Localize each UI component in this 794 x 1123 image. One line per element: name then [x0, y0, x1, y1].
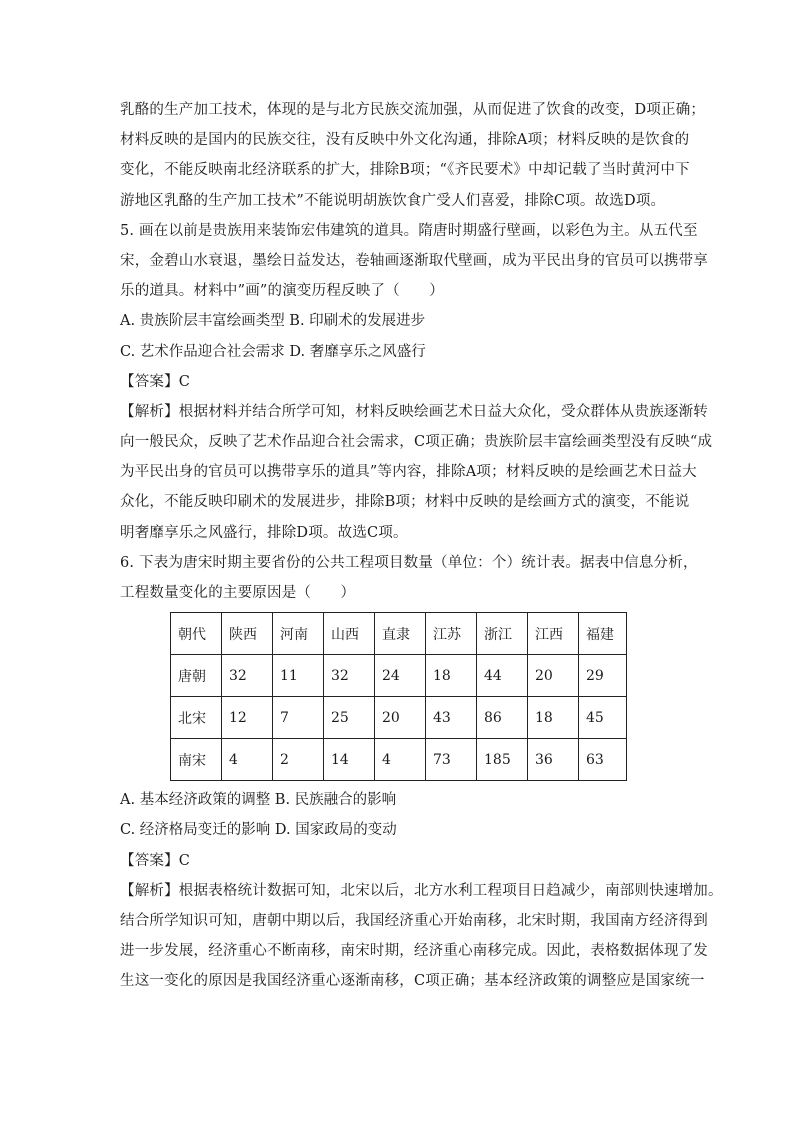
table-cell: 14 [324, 739, 375, 781]
prev-explanation [120, 95, 706, 216]
table-cell: 2 [273, 739, 324, 781]
explanation-line: 向一般民众，反映了艺术作品迎合社会需求，C项正确；贵族阶层丰富绘画类型没有反映“成 [120, 434, 713, 451]
table-row [171, 739, 627, 781]
statistics-table [170, 612, 627, 781]
explanation-line: 为平民出身的官员可以携带享乐的道具”等内容，排除A项；材料反映的是绘画艺术日益大 [120, 464, 697, 481]
table-cell: 24 [375, 655, 426, 697]
table-cell: 36 [528, 739, 579, 781]
table-row [171, 697, 627, 739]
table-cell: 12 [222, 697, 273, 739]
option-line: C. 经济格局变迁的影响 D. 国家政局的变动 [120, 822, 397, 839]
table-header-cell: 江苏 [426, 613, 477, 655]
table-cell: 18 [528, 697, 579, 739]
table-header-cell: 浙江 [477, 613, 528, 655]
table-cell: 32 [222, 655, 273, 697]
explanation-line: 众化，不能反映印刷术的发展进步，排除B项；材料中反映的是绘画方式的演变，不能说 [120, 494, 690, 511]
table-cell: 185 [477, 739, 528, 781]
table-header-cell: 福建 [579, 613, 627, 655]
table-cell: 29 [579, 655, 627, 697]
explanation-line: 【解析】根据材料并结合所学可知，材料反映绘画艺术日益大众化，受众群体从贵族逐渐转 [120, 403, 708, 420]
question-6 [120, 548, 723, 997]
option-line: A. 贵族阶层丰富绘画类型 B. 印刷术的发展进步 [120, 313, 426, 330]
text-line: 变化，不能反映南北经济联系的扩大，排除B项；“《齐民要术》中却记载了当时黄河中下 [120, 162, 690, 179]
answer: 【答案】C [120, 373, 191, 390]
table-cell: 18 [426, 655, 477, 697]
option-line: A. 基本经济政策的调整 B. 民族融合的影响 [120, 792, 397, 809]
table-cell: 南宋 [171, 739, 222, 781]
explanation-line: 【解析】根据表格统计数据可知，北宋以后，北方水利工程项目日趋减少，南部则快速增加。 [120, 882, 723, 899]
table-header-cell: 朝代 [171, 613, 222, 655]
table-cell: 唐朝 [171, 655, 222, 697]
explanation-line: 结合所学知识可知，唐朝中期以后，我国经济重心开始南移，北宋时期，我国南方经济得到 [120, 912, 708, 929]
document-page [120, 95, 723, 997]
table-cell: 25 [324, 697, 375, 739]
table-cell: 4 [222, 739, 273, 781]
option-line: C. 艺术作品迎合社会需求 D. 奢靡享乐之风盛行 [120, 343, 426, 360]
text-line: 游地区乳酪的生产加工技术”不能说明胡族饮食广受人们喜爱，排除C项。故选D项。 [120, 192, 666, 209]
table-cell: 45 [579, 697, 627, 739]
explanation-line: 生这一变化的原因是我国经济重心逐渐南移，C项正确；基本经济政策的调整应是国家统一 [120, 973, 705, 990]
question-stem: 乐的道具。材料中”画”的演变历程反映了（ ） [120, 283, 444, 300]
table-cell: 20 [375, 697, 426, 739]
table-cell: 44 [477, 655, 528, 697]
answer: 【答案】C [120, 852, 191, 869]
table-cell: 20 [528, 655, 579, 697]
table-row [171, 655, 627, 697]
table-header-cell: 直隶 [375, 613, 426, 655]
table-header-row [171, 613, 627, 655]
table-cell: 4 [375, 739, 426, 781]
question-stem: 5. 画在以前是贵族用来装饰宏伟建筑的道具。隋唐时期盛行壁画，以彩色为主。从五代至 [120, 222, 698, 239]
table-header-cell: 河南 [273, 613, 324, 655]
table-header-cell: 山西 [324, 613, 375, 655]
table-cell: 11 [273, 655, 324, 697]
table-cell: 43 [426, 697, 477, 739]
text-line: 材料反映的是国内的民族交往，没有反映中外文化沟通，排除A项；材料反映的是饮食的 [120, 132, 690, 149]
explanation-line: 进一步发展，经济重心不断南移，南宋时期，经济重心南移完成。因此，表格数据体现了发 [120, 943, 708, 960]
text-line: 乳酪的生产加工技术，体现的是与北方民族交流加强，从而促进了饮食的改变，D项正确； [120, 102, 706, 118]
question-5 [120, 216, 713, 548]
question-stem: 宋，金碧山水衰退，墨绘日益发达，卷轴画逐渐取代壁画，成为平民出身的官员可以携带享 [120, 252, 708, 269]
table-cell: 北宋 [171, 697, 222, 739]
table-cell: 73 [426, 739, 477, 781]
table-cell: 7 [273, 697, 324, 739]
table-header-cell: 陕西 [222, 613, 273, 655]
table-cell: 86 [477, 697, 528, 739]
table-header-cell: 江西 [528, 613, 579, 655]
table-cell: 63 [579, 739, 627, 781]
explanation-line: 明奢靡享乐之风盛行，排除D项。故选C项。 [120, 524, 408, 541]
question-stem: 6. 下表为唐宋时期主要省份的公共工程项目数量（单位：个）统计表。据表中信息分析， [120, 554, 698, 571]
table-cell: 32 [324, 655, 375, 697]
question-stem: 工程数量变化的主要原因是（ ） [120, 585, 356, 601]
